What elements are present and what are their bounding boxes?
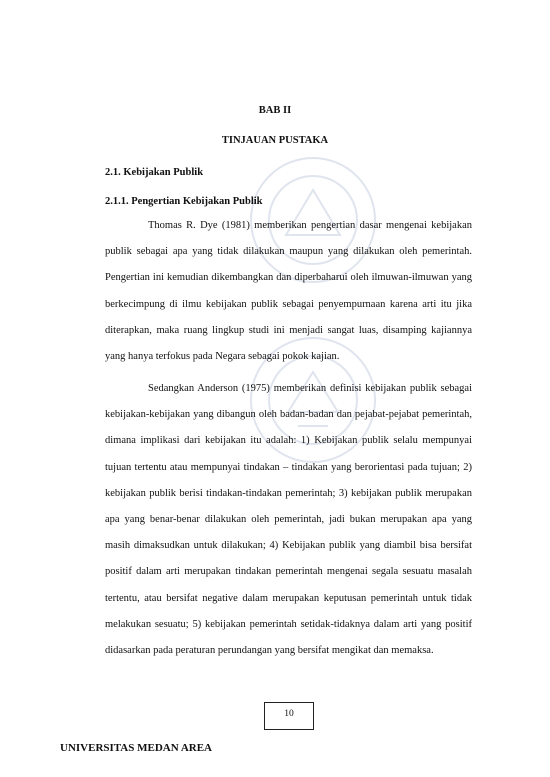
page-number-box bbox=[264, 702, 314, 730]
page-number: 10 bbox=[284, 709, 294, 719]
chapter-heading: BAB II bbox=[258, 105, 292, 116]
footer-university-name: UNIVERSITAS MEDAN AREA bbox=[60, 742, 212, 754]
chapter-title: TINJAUAN PUSTAKA bbox=[221, 135, 329, 146]
section-heading: 2.1. Kebijakan Publik bbox=[105, 167, 204, 178]
paragraph-dye-definition: Thomas R. Dye (1981) memberikan pengertian dasar mengenai kebijakan publik sebagai apa yang tidak dilakukan maupun yang dilakukan oleh pemerintah. Pengertian ini kemudian dikembangkan dan diperbaharui oleh ilmuwan-ilmuwan yang berkecimpung di ilmu kebijakan publik sebagai penyempurnaan karena arti itu jika diterapkan, maka ruang lingkup studi ini menjadi sangat luas, disamping kajiannya yang hanya terfokus pada Negara sebagai pokok kajian. bbox=[105, 220, 472, 363]
paragraph-anderson-definition: Sedangkan Anderson (1975) memberikan definisi kebijakan publik sebagai kebijakan-kebijakan yang dibangun oleh badan-badan dan pejabat-pejabat pemerintah, dimana implikasi dari kebijakan itu adalah: 1) Kebijakan publik selalu mempunyai tujuan tertentu atau mempunyai tindakan – tindakan yang berorientasi pada tujuan; 2) kebijakan publik berisi tindakan-tindakan pemerintah; 3) kebijakan publik merupakan apa yang benar-benar dilakukan oleh pemerintah, jadi bukan merupakan apa yang masih dimaksudkan untuk dilakukan; 4) Kebijakan publik yang diambil bisa bersifat positif dalam arti merupakan tindakan pemerintah mengenai segala sesuatu masalah tertentu, atau bersifat negative dalam merupakan keputusan pemerintah untuk tidak melakukan sesuatu; 5) kebijakan pemerintah setidak-tidaknya dalam arti yang positif didasarkan pada peraturan perundangan yang bersifat mengikat dan memaksa. bbox=[105, 383, 472, 657]
subsection-heading: 2.1.1. Pengertian Kebijakan Publik bbox=[105, 196, 263, 207]
